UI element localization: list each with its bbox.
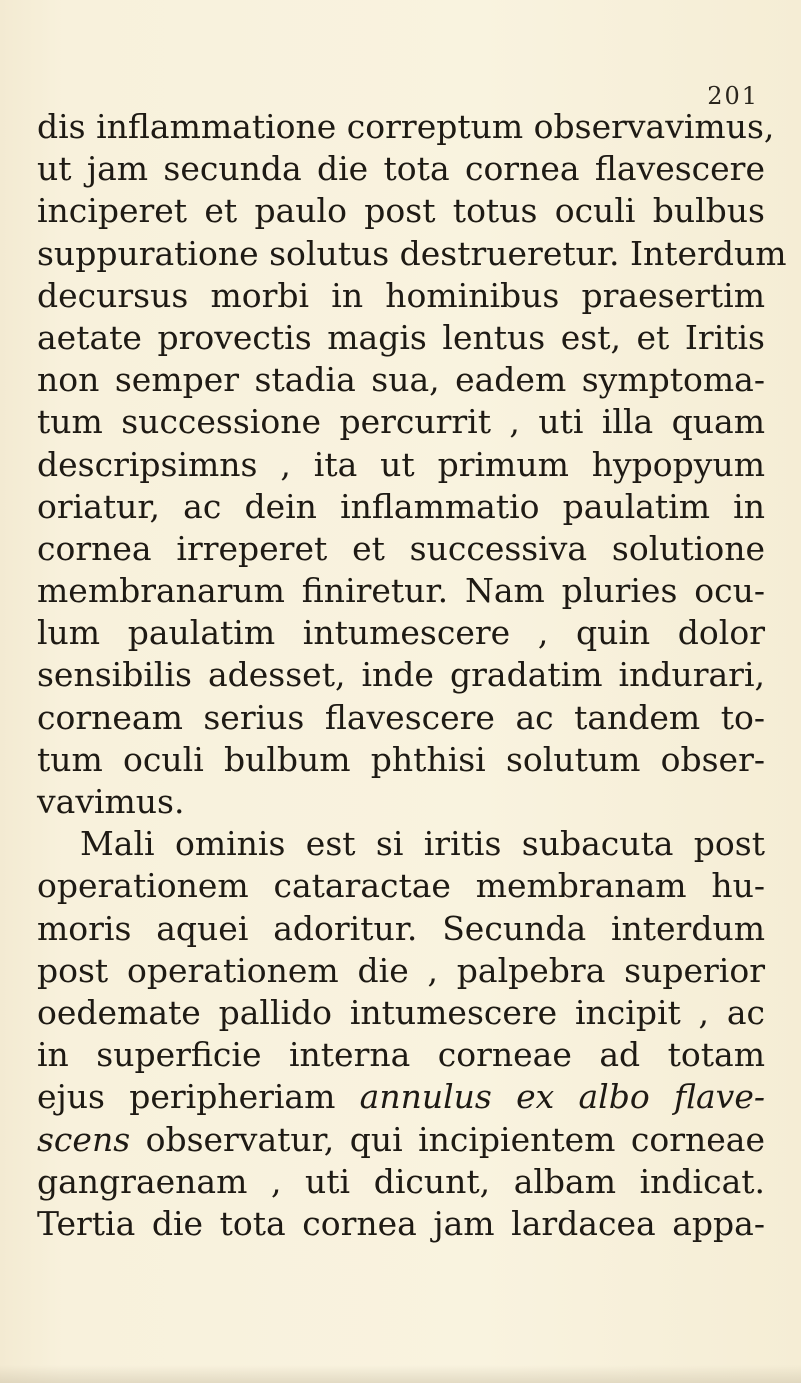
text-line: post operationem die , palpebra superior [37, 950, 765, 990]
text-line: operationem cataractae membranam hu- [37, 866, 765, 906]
text-line: non semper stadia sua, eadem symptoma- [37, 360, 765, 400]
text-line: aetate provectis magis lentus est, et Iritis [37, 317, 765, 357]
page-number: 201 [707, 82, 759, 110]
text-line: decursus morbi in hominibus praesertim [37, 275, 765, 315]
text-line-paragraph-end: vavimus. [37, 782, 185, 821]
text-line: Tertia die tota cornea jam lardacea appa- [37, 1203, 765, 1243]
text-line: gangraenam , uti dicunt, albam indicat. [37, 1161, 765, 1201]
text-line: oriatur, ac dein inflammatio paulatim in [37, 486, 765, 526]
body-text [37, 106, 787, 1245]
text-line: ut jam secunda die tota cornea flavescere [37, 149, 765, 189]
text-line: tum successione percurrit , uti illa quam [37, 402, 765, 442]
text-line: sensibilis adesset, inde gradatim indurari, [37, 655, 765, 695]
text-segment: ejus peripheriam [37, 1077, 360, 1117]
italic-segment: scens [37, 1119, 131, 1159]
text-line-with-italic [37, 1076, 765, 1118]
text-line-with-italic [37, 1119, 765, 1161]
text-segment: observatur, qui incipientem corneae [130, 1119, 765, 1159]
text-line: oedemate pallido intumescere incipit , ac [37, 992, 765, 1032]
italic-segment: annulus ex albo flave- [359, 1077, 766, 1117]
text-line-paragraph-start: Mali ominis est si iritis subacuta post [80, 824, 765, 864]
text-line: cornea irreperet et successiva solutione [37, 528, 765, 568]
text-line: tum oculi bulbum phthisi solutum obser- [37, 739, 765, 779]
text-line: moris aquei adoritur. Secunda interdum [37, 908, 765, 948]
page-bottom-edge [0, 1365, 801, 1383]
text-line: descripsimns , ita ut primum hypopyum [37, 444, 765, 484]
text-line: lum paulatim intumescere , quin dolor [37, 613, 765, 653]
text-line: dis inflammatione correptum observavimus, [37, 107, 775, 146]
text-line: in superficie interna corneae ad totam [37, 1035, 765, 1075]
text-line: inciperet et paulo post totus oculi bulbus [37, 191, 765, 231]
text-line: membranarum finiretur. Nam pluries ocu- [37, 571, 765, 611]
text-line: corneam serius flavescere ac tandem to- [37, 697, 765, 737]
text-line: suppuratione solutus destrueretur. Interdum [37, 233, 787, 273]
